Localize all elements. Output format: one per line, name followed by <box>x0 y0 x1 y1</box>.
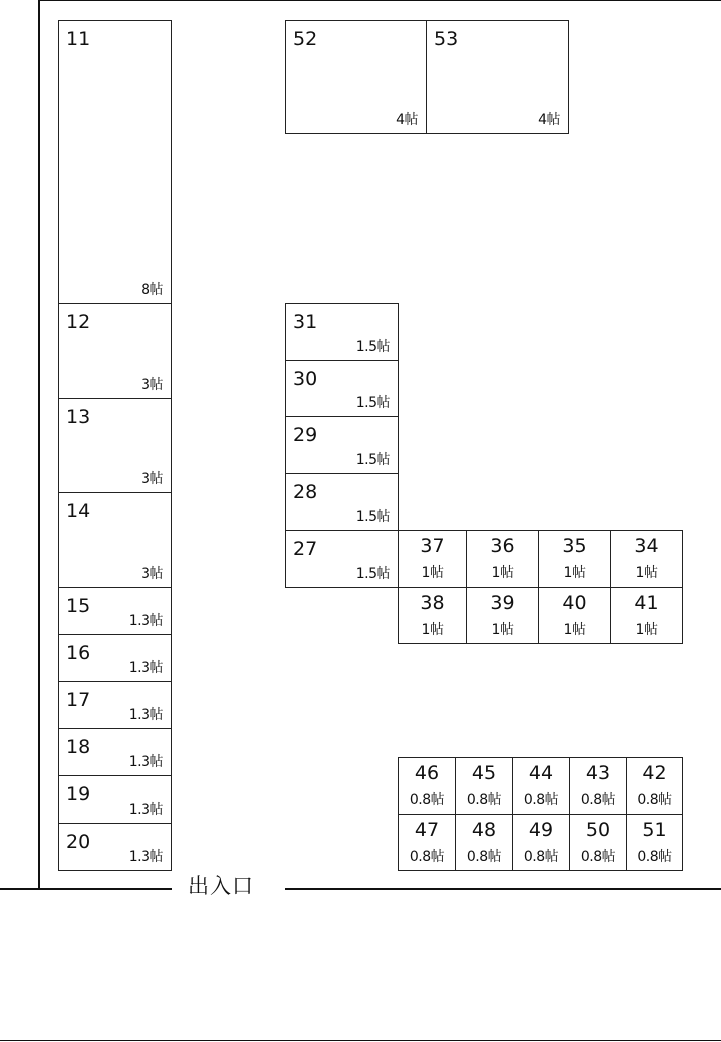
unit-number: 45 <box>471 762 497 784</box>
unit-number: 31 <box>293 311 318 333</box>
unit-size: 3帖 <box>141 566 163 582</box>
unit-49[interactable] <box>512 814 570 871</box>
unit-50[interactable] <box>569 814 627 871</box>
unit-size: 1帖 <box>635 622 658 638</box>
unit-28[interactable] <box>285 473 399 531</box>
unit-size: 0.8帖 <box>409 792 445 808</box>
unit-18[interactable] <box>58 728 172 776</box>
unit-number: 13 <box>66 406 91 428</box>
unit-12[interactable] <box>58 303 172 399</box>
entrance-label: 出入口 <box>188 874 254 898</box>
unit-number: 14 <box>66 500 91 522</box>
unit-38[interactable] <box>398 587 467 644</box>
unit-number: 48 <box>471 819 497 841</box>
unit-number: 11 <box>66 28 91 50</box>
unit-size: 1.5帖 <box>355 339 390 355</box>
unit-number: 16 <box>66 642 91 664</box>
unit-size: 0.8帖 <box>523 792 559 808</box>
unit-number: 51 <box>642 819 667 841</box>
unit-size: 1.3帖 <box>128 802 163 818</box>
unit-size: 1.5帖 <box>355 509 390 525</box>
unit-42[interactable] <box>626 757 683 815</box>
unit-size: 4帖 <box>538 112 560 128</box>
unit-number: 19 <box>66 783 91 805</box>
unit-47[interactable] <box>398 814 456 871</box>
unit-45[interactable] <box>455 757 513 815</box>
unit-34[interactable] <box>610 530 683 588</box>
unit-number: 34 <box>634 535 659 557</box>
unit-number: 42 <box>642 762 667 784</box>
unit-number: 30 <box>293 368 318 390</box>
unit-size: 0.8帖 <box>523 849 559 865</box>
unit-size: 0.8帖 <box>637 849 672 865</box>
unit-52[interactable] <box>285 20 427 134</box>
unit-size: 8帖 <box>141 282 163 298</box>
unit-size: 0.8帖 <box>466 792 502 808</box>
entrance-line-right <box>285 888 721 890</box>
unit-36[interactable] <box>466 530 539 588</box>
unit-size: 1帖 <box>563 565 586 581</box>
unit-number: 35 <box>562 535 587 557</box>
unit-size: 1帖 <box>491 565 514 581</box>
unit-29[interactable] <box>285 416 399 474</box>
unit-11[interactable] <box>58 20 172 304</box>
unit-size: 1.5帖 <box>355 395 390 411</box>
unit-number: 40 <box>562 592 587 614</box>
unit-size: 1.5帖 <box>355 452 390 468</box>
unit-43[interactable] <box>569 757 627 815</box>
unit-40[interactable] <box>538 587 611 644</box>
unit-size: 1.3帖 <box>128 754 163 770</box>
unit-37[interactable] <box>398 530 467 588</box>
unit-size: 1.3帖 <box>128 849 163 865</box>
unit-number: 15 <box>66 595 91 617</box>
unit-number: 12 <box>66 311 91 333</box>
unit-number: 52 <box>293 28 318 50</box>
unit-number: 49 <box>528 819 554 841</box>
unit-41[interactable] <box>610 587 683 644</box>
unit-size: 1帖 <box>421 565 444 581</box>
unit-16[interactable] <box>58 634 172 682</box>
unit-size: 0.8帖 <box>580 792 616 808</box>
unit-46[interactable] <box>398 757 456 815</box>
unit-size: 1.5帖 <box>355 566 390 582</box>
unit-15[interactable] <box>58 587 172 635</box>
unit-number: 47 <box>414 819 440 841</box>
unit-size: 1帖 <box>491 622 514 638</box>
unit-number: 20 <box>66 831 91 853</box>
left-wall <box>38 0 40 889</box>
unit-size: 3帖 <box>141 377 163 393</box>
unit-number: 36 <box>490 535 515 557</box>
unit-17[interactable] <box>58 681 172 729</box>
unit-44[interactable] <box>512 757 570 815</box>
unit-size: 3帖 <box>141 471 163 487</box>
unit-number: 53 <box>434 28 459 50</box>
unit-size: 0.8帖 <box>580 849 616 865</box>
unit-number: 46 <box>414 762 440 784</box>
unit-number: 50 <box>585 819 611 841</box>
unit-35[interactable] <box>538 530 611 588</box>
unit-number: 43 <box>585 762 611 784</box>
entrance-line-left <box>0 888 172 890</box>
unit-number: 39 <box>490 592 515 614</box>
unit-size: 0.8帖 <box>637 792 672 808</box>
unit-31[interactable] <box>285 303 399 361</box>
unit-30[interactable] <box>285 360 399 417</box>
bottom-road-line <box>0 1040 721 1041</box>
unit-48[interactable] <box>455 814 513 871</box>
unit-size: 4帖 <box>396 112 418 128</box>
unit-size: 1帖 <box>563 622 586 638</box>
unit-19[interactable] <box>58 775 172 824</box>
unit-number: 29 <box>293 424 318 446</box>
unit-number: 37 <box>420 535 445 557</box>
unit-53[interactable] <box>426 20 569 134</box>
unit-13[interactable] <box>58 398 172 493</box>
unit-size: 1帖 <box>421 622 444 638</box>
unit-number: 38 <box>420 592 445 614</box>
unit-size: 1.3帖 <box>128 707 163 723</box>
unit-number: 27 <box>293 538 318 560</box>
unit-size: 1.3帖 <box>128 613 163 629</box>
unit-size: 1帖 <box>635 565 658 581</box>
unit-27[interactable] <box>285 530 399 588</box>
unit-20[interactable] <box>58 823 172 871</box>
unit-14[interactable] <box>58 492 172 588</box>
unit-number: 44 <box>528 762 554 784</box>
unit-number: 17 <box>66 689 91 711</box>
unit-number: 28 <box>293 481 318 503</box>
unit-number: 18 <box>66 736 91 758</box>
unit-39[interactable] <box>466 587 539 644</box>
unit-size: 1.3帖 <box>128 660 163 676</box>
unit-number: 41 <box>634 592 659 614</box>
unit-51[interactable] <box>626 814 683 871</box>
top-wall <box>39 0 721 1</box>
unit-size: 0.8帖 <box>409 849 445 865</box>
unit-size: 0.8帖 <box>466 849 502 865</box>
